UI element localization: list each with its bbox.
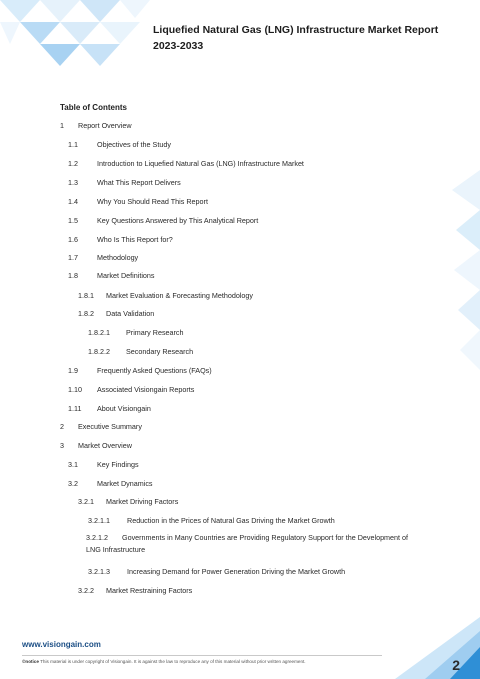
toc-entry-number: 1.8 [68, 271, 78, 280]
toc-entry[interactable] [78, 586, 193, 595]
toc-entry-number: 1.8.1 [78, 291, 94, 300]
toc-entry[interactable] [68, 216, 259, 225]
toc-entry-number: 1.1 [68, 140, 78, 149]
toc-entry-number: 1 [60, 121, 64, 130]
copyright-notice [22, 659, 306, 664]
toc-entry[interactable] [68, 271, 155, 280]
page-number: 2 [452, 657, 460, 673]
toc-entry[interactable] [78, 291, 254, 300]
toc-entry[interactable] [68, 460, 139, 469]
toc-entry-title: Increasing Demand for Power Generation Driving the Market Growth [127, 567, 346, 576]
toc-entry-title: Market Evaluation & Forecasting Methodology [106, 291, 254, 300]
toc-entry-number: 1.2 [68, 159, 78, 168]
toc-entry[interactable] [78, 497, 179, 506]
toc-entry-title: Data Validation [106, 309, 155, 318]
toc-entry[interactable] [60, 441, 132, 450]
toc-entry-number: 3.1 [68, 460, 78, 469]
toc-entry-number: 3.2.2 [78, 586, 94, 595]
toc-entry[interactable] [68, 385, 195, 394]
toc-entry-title: Primary Research [126, 328, 184, 337]
toc-entry-title: Governments in Many Countries are Providing Regulatory Support for the Development of LNG Infrastructure [86, 533, 409, 554]
toc-entry-number: 1.11 [68, 404, 82, 413]
toc-entry[interactable] [68, 159, 304, 168]
toc-entry-number: 1.8.2 [78, 309, 94, 318]
report-title [153, 22, 453, 54]
toc-entry-title: Market Definitions [97, 271, 155, 280]
toc-entry-title: Market Dynamics [97, 479, 153, 488]
header-decoration [0, 0, 150, 70]
toc-entry-number: 2 [60, 422, 64, 431]
toc-entry-title: About Visiongain [97, 404, 151, 413]
toc-entry-title: Frequently Asked Questions (FAQs) [97, 366, 212, 375]
toc-entry-number: 1.6 [68, 235, 78, 244]
toc-entry-number: 1.4 [68, 197, 78, 206]
toc-entry-number: 1.5 [68, 216, 78, 225]
toc-entry-number: 1.3 [68, 178, 78, 187]
toc-entry[interactable] [68, 404, 151, 413]
toc-entry-title: Introduction to Liquefied Natural Gas (LNG) Infrastructure Market [97, 159, 304, 168]
toc-entry-number: 3.2 [68, 479, 78, 488]
toc-entry-number: 1.8.2.1 [88, 328, 110, 337]
website-link[interactable]: www.visiongain.com [22, 640, 101, 649]
report-title-line-2: 2023-2033 [153, 40, 204, 52]
toc-entry[interactable] [78, 309, 155, 318]
toc-entry-title: Key Questions Answered by This Analytical Report [97, 216, 259, 225]
toc-entry-title: Who Is This Report for? [97, 235, 173, 244]
toc-entry-title: Methodology [97, 253, 139, 262]
toc-entry-title: Report Overview [78, 121, 132, 130]
toc-entry[interactable] [60, 422, 142, 431]
toc-entry[interactable] [68, 479, 153, 488]
toc-entry-title: Executive Summary [78, 422, 142, 431]
toc-entry-number: 3.2.1.3 [88, 567, 110, 576]
toc-entry-title: Market Restraining Factors [106, 586, 193, 595]
toc-entry[interactable] [68, 197, 208, 206]
toc-entry-number: 3.2.1.2 [86, 533, 108, 542]
toc-entry-number: 3.2.1.1 [88, 516, 110, 525]
toc-entry-title: Secondary Research [126, 347, 194, 356]
toc-entry-title: Key Findings [97, 460, 139, 469]
toc-entry-number: 1.7 [68, 253, 78, 262]
toc-heading: Table of Contents [60, 103, 127, 112]
toc-entry[interactable] [68, 140, 171, 149]
toc-entry[interactable] [86, 532, 422, 556]
toc-entry-title: Market Overview [78, 441, 132, 450]
toc-entry-number: 3 [60, 441, 64, 450]
toc-entry-title: Associated Visiongain Reports [97, 385, 195, 394]
toc-entry-title: Objectives of the Study [97, 140, 171, 149]
toc-entry[interactable] [68, 235, 173, 244]
side-decoration [440, 170, 480, 370]
toc-entry[interactable] [68, 178, 181, 187]
footer-divider [22, 655, 382, 656]
copyright-text: This material is under copyright of Visiongain. It is against the law to reproduce any of this material without prior written agreement. [40, 659, 306, 664]
toc-entry[interactable] [88, 516, 335, 525]
toc-entry[interactable] [60, 121, 132, 130]
toc-entry-title: Market Driving Factors [106, 497, 179, 506]
toc-entry[interactable] [88, 567, 346, 576]
toc-entry[interactable] [88, 347, 194, 356]
toc-entry-number: 1.9 [68, 366, 78, 375]
toc-entry-number: 1.8.2.2 [88, 347, 110, 356]
toc-entry-title: What This Report Delivers [97, 178, 181, 187]
toc-entry-number: 1.10 [68, 385, 82, 394]
toc-entry-title: Why You Should Read This Report [97, 197, 208, 206]
toc-entry-number: 3.2.1 [78, 497, 94, 506]
toc-entry[interactable] [68, 253, 139, 262]
toc-entry[interactable] [88, 328, 184, 337]
corner-decoration [395, 617, 480, 679]
copyright-label: ©notice [22, 659, 39, 664]
report-title-line-1: Liquefied Natural Gas (LNG) Infrastructure Market Report [153, 24, 439, 36]
toc-entry[interactable] [68, 366, 212, 375]
toc-entry-title: Reduction in the Prices of Natural Gas Driving the Market Growth [127, 516, 335, 525]
